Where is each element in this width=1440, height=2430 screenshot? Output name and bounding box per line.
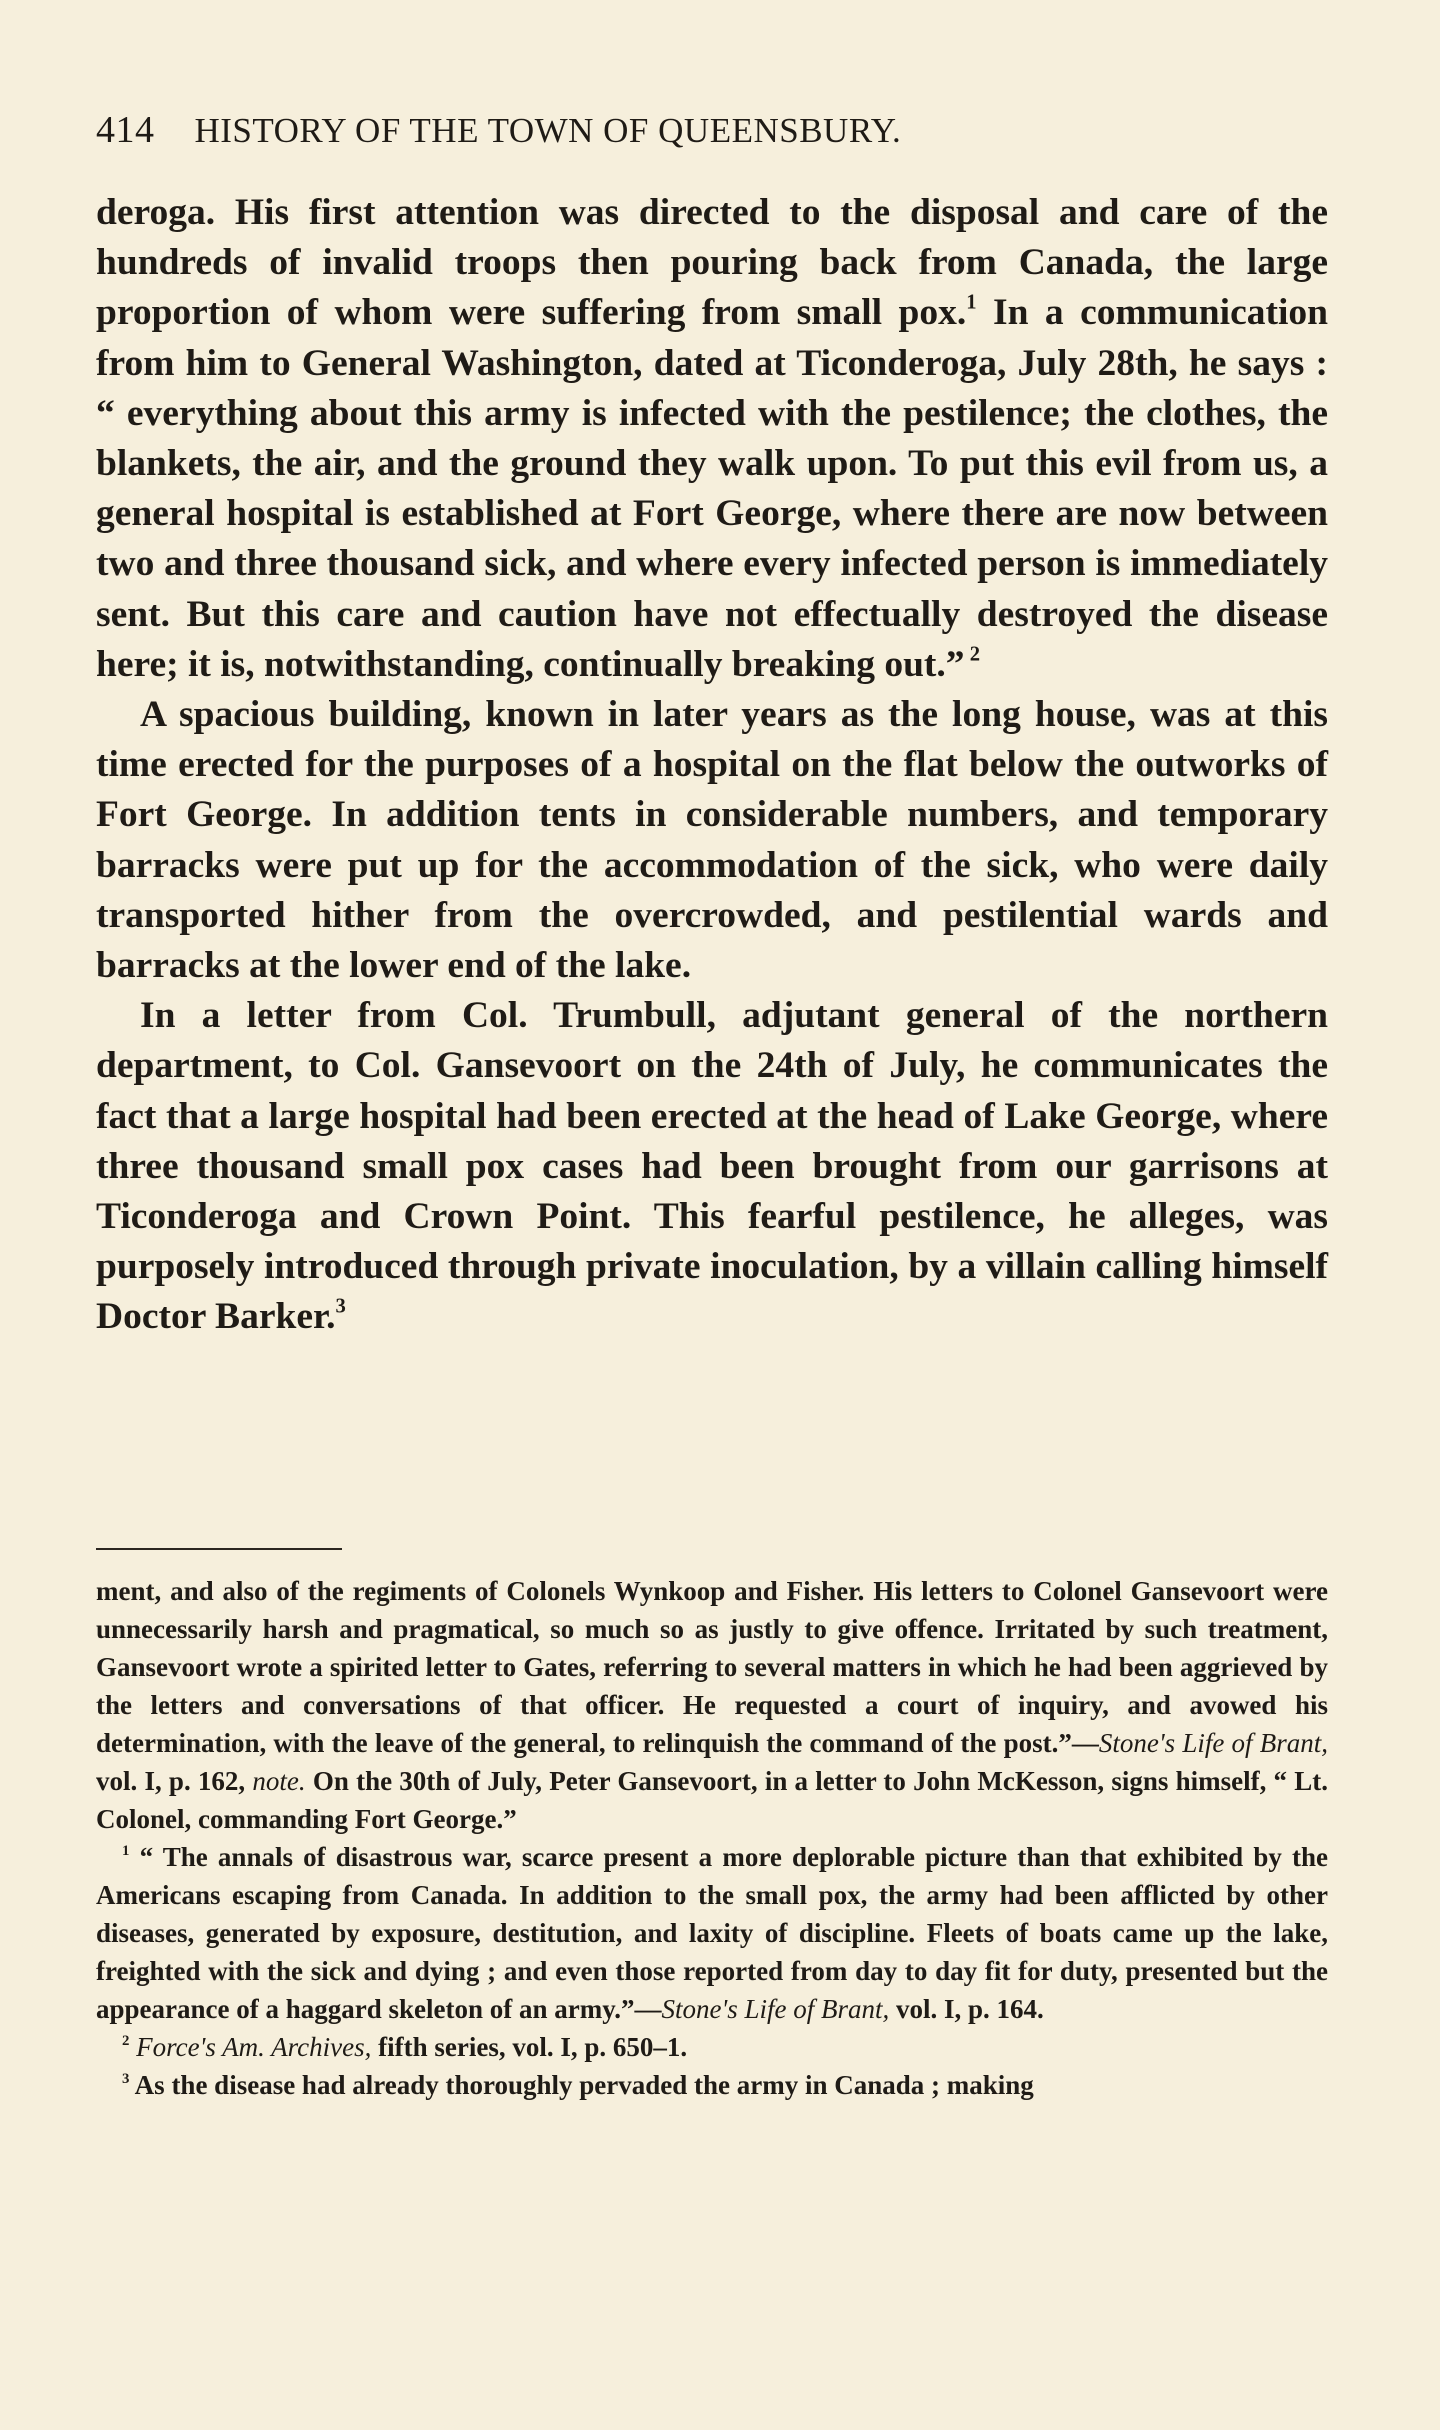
footnote-cont-text-b: vol. I, p. 162,	[96, 1766, 253, 1796]
footnote-1	[96, 1838, 1328, 2028]
footnote-ref-3: 3	[335, 1296, 346, 1318]
page-number: 414	[96, 109, 155, 151]
footnote-cont-text-c: On the 30th of July, Peter Gansevoort, in a letter to John McKesson, signs himself, “ Lt. Colonel, commanding Fort George.”	[96, 1766, 1328, 1834]
paragraph-1-text-b: In a communication from him to General Washington, dated at Ticonderoga, July 28th, he says : “ everything about this army is infected with the pestilence; the clothes, the blankets, the air, and the ground they walk upon. To put this evil from us, a general hospital is established at Fort George, where there are now between two and three thousand sick, and where every infected person is immediately sent. But this care and caution have not effectually destroyed the disease here; it is, notwithstanding, continually breaking out.”	[96, 292, 1328, 685]
footnote-ref-2: 2	[964, 643, 981, 666]
paragraph-3-text: In a letter from Col. Trumbull, adjutant general of the northern department, to Col. Gansevoort on the 24th of July, he communicates the fact that a large hospital had been erected at the head of Lake George, where three thousand small pox cases had been brought from our garrisons at Ticonderoga and Crown Point. This fearful pestilence, he alleges, was purposely introduced through private inoculation, by a villain calling himself Doctor Barker.	[96, 995, 1328, 1338]
footnote-2-mark: 2	[122, 2032, 130, 2049]
main-text	[96, 188, 1328, 1343]
paragraph-3	[96, 991, 1328, 1342]
paragraph-2: A spacious building, known in later years as the long house, was at this time erected for the purposes of a hospital on the flat below the outworks of Fort George. In addition tents in considerable numbers, and temporary barracks were put up for the accommodation of the sick, who were daily transported hither from the overcrowded, and pestilential wards and barracks at the lower end of the lake.	[96, 694, 1328, 987]
footnote-3-mark: 3	[122, 2070, 130, 2087]
footnote-1-citation: Stone's Life of Brant,	[661, 1994, 890, 2024]
footnote-ref-1: 1	[966, 291, 977, 314]
footnote-cont-citation: Stone's Life of Brant,	[1098, 1728, 1328, 1758]
footnote-2-citation: Force's Am. Archives,	[129, 2032, 372, 2062]
footnote-2	[96, 2028, 1328, 2066]
running-header	[96, 108, 1326, 152]
footnote-cont-note: note.	[252, 1766, 306, 1796]
footnote-1-text: “ The annals of disastrous war, scarce present a more deplorable picture than that exhibited by the Americans escaping from Canada. In addition to the small pox, the army had been afflicted by other diseases, generated by exposure, destitution, and laxity of discipline. Fleets of boats came up the lake, freighted with the sick and dying ; and even those reported from day to day fit for duty, presented but the appearance of a haggard skeleton of an army.”—	[96, 1842, 1328, 2024]
footnote-divider	[96, 1548, 342, 1550]
footnote-cont-text-a: ment, and also of the regiments of Colonels Wynkoop and Fisher. His letters to Colonel Gansevoort were unnecessarily harsh and pragmatical, so much so as justly to give offence. Irritated by such treatment, Gansevoort wrote a spirited letter to Gates, referring to several matters in which he had been aggrieved by the letters and conversations of that officer. He requested a court of inquiry, and avowed his determination, with the leave of the general, to relinquish the command of the post.”—	[96, 1576, 1328, 1758]
footnote-3-text: As the disease had already thoroughly pervaded the army in Canada ; making	[129, 2070, 1034, 2100]
running-title: HISTORY OF THE TOWN OF QUEENSBURY.	[194, 111, 902, 150]
footnote-3	[96, 2066, 1328, 2104]
paragraph-1	[96, 188, 1328, 690]
footnotes	[96, 1572, 1328, 2104]
paragraph-1-text-a: deroga. His first attention was directed to the disposal and care of the hundreds of invalid troops then pouring back from Canada, the large proportion of whom were suffering from small pox.	[96, 192, 1328, 334]
footnote-1-mark: 1	[122, 1842, 130, 1859]
footnote-continuation	[96, 1572, 1328, 1838]
footnote-2-ref: fifth series, vol. I, p. 650–1.	[371, 2032, 688, 2062]
footnote-1-ref: vol. I, p. 164.	[889, 1994, 1044, 2024]
